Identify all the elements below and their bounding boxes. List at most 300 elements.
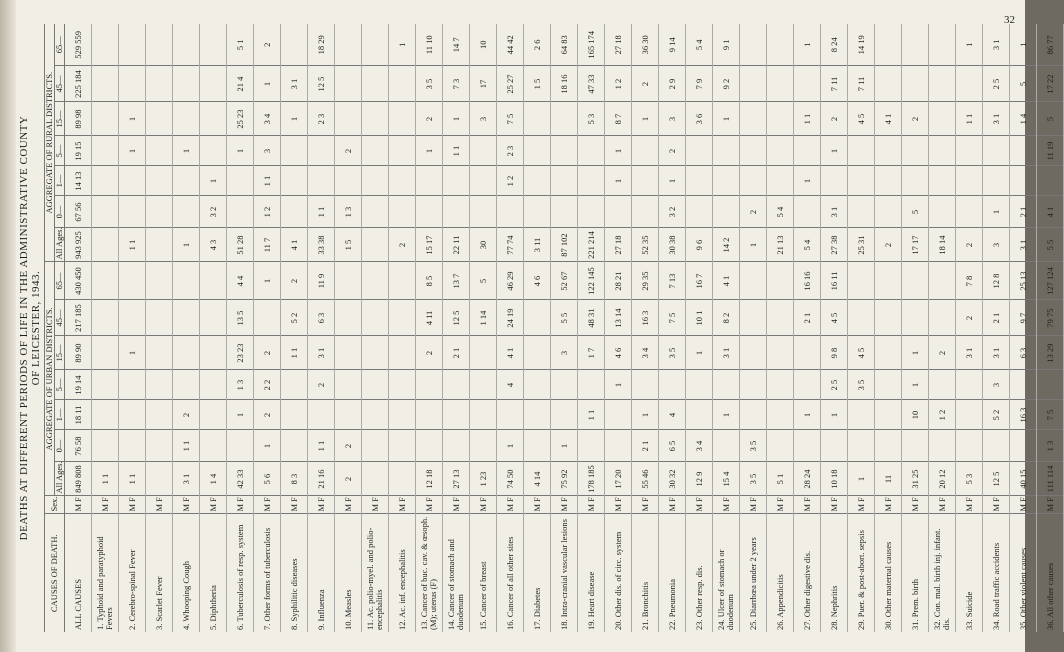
urban-value-cell <box>956 370 983 400</box>
urban-value-cell: 31 25 <box>902 462 929 496</box>
rural-value-cell <box>767 102 794 136</box>
rural-value-cell <box>551 196 578 228</box>
urban-value-cell <box>740 262 767 300</box>
table-row <box>794 24 821 632</box>
rural-age-header: 65— <box>55 24 65 66</box>
rural-value-cell: 18 14 <box>929 228 956 262</box>
table-row <box>92 24 119 632</box>
urban-value-cell <box>551 400 578 430</box>
rural-value-cell <box>929 166 956 196</box>
table-row <box>686 24 713 632</box>
urban-value-cell: 1 23 <box>470 462 497 496</box>
rural-value-cell: 21 4 <box>227 66 254 102</box>
urban-value-cell <box>362 400 389 430</box>
urban-value-cell: 3 5 <box>848 370 875 400</box>
rural-value-cell <box>551 166 578 196</box>
rural-value-cell <box>92 228 119 262</box>
rural-value-cell: 3 11 <box>524 228 551 262</box>
sex-cell: M F <box>578 496 605 514</box>
urban-value-cell: 76 58 <box>65 430 92 462</box>
urban-value-cell: 28 24 <box>794 462 821 496</box>
rural-value-cell <box>875 24 902 66</box>
rural-value-cell: 1 <box>281 102 308 136</box>
cause-cell: 33. Suicide <box>956 514 983 632</box>
rural-value-cell <box>335 24 362 66</box>
urban-value-cell: 430 450 <box>65 262 92 300</box>
urban-value-cell <box>983 430 1010 462</box>
rural-value-cell: 1 5 <box>524 66 551 102</box>
urban-value-cell: 4 6 <box>605 336 632 370</box>
urban-value-cell <box>92 336 119 370</box>
table-row <box>605 24 632 632</box>
rural-value-cell <box>146 136 173 166</box>
cause-cell: 10. Measles <box>335 514 362 632</box>
sex-header: Sex. <box>45 496 65 514</box>
rural-value-cell: 77 74 <box>497 228 524 262</box>
rural-value-cell: 165 174 <box>578 24 605 66</box>
rural-value-cell: 7 9 <box>686 66 713 102</box>
sex-cell: M F <box>983 496 1010 514</box>
cause-cell: 27. Other digestive dis. <box>794 514 821 632</box>
urban-value-cell: 3 4 <box>686 430 713 462</box>
rural-value-cell <box>740 136 767 166</box>
cause-cell: 34. Road traffic accidents <box>983 514 1010 632</box>
table-row <box>1010 24 1037 632</box>
sex-cell: M F <box>173 496 200 514</box>
rural-value-cell <box>848 136 875 166</box>
urban-value-cell <box>119 430 146 462</box>
urban-value-cell: 75 92 <box>551 462 578 496</box>
sex-cell: M F <box>1037 496 1064 514</box>
table-row <box>875 24 902 632</box>
urban-value-cell <box>875 370 902 400</box>
rural-value-cell: 1 <box>956 24 983 66</box>
urban-value-cell <box>92 300 119 336</box>
urban-value-cell: 25 13 <box>1010 262 1037 300</box>
urban-value-cell <box>389 400 416 430</box>
rural-value-cell: 1 <box>794 166 821 196</box>
cause-cell: 36. All other causes <box>1037 514 1064 632</box>
table-row <box>200 24 227 632</box>
urban-value-cell: 15 4 <box>713 462 740 496</box>
rural-value-cell: 3 5 <box>416 66 443 102</box>
rural-value-cell <box>92 24 119 66</box>
rural-value-cell <box>713 166 740 196</box>
mortality-table <box>44 24 1064 632</box>
urban-value-cell <box>470 400 497 430</box>
table-row <box>254 24 281 632</box>
urban-value-cell <box>929 262 956 300</box>
sex-cell: M F <box>200 496 227 514</box>
urban-value-cell: 20 12 <box>929 462 956 496</box>
rural-value-cell: 47 33 <box>578 66 605 102</box>
urban-value-cell: 55 46 <box>632 462 659 496</box>
urban-value-cell: 1 <box>254 430 281 462</box>
title-line-1: DEATHS AT DIFFERENT PERIODS OF LIFE IN THE ADMINISTRATIVE COUNTY <box>18 115 30 541</box>
rural-value-cell: 2 <box>902 102 929 136</box>
rural-value-cell: 3 <box>659 102 686 136</box>
rural-value-cell: 2 <box>335 136 362 166</box>
rural-value-cell: 4 1 <box>875 102 902 136</box>
urban-value-cell: 2 1 <box>632 430 659 462</box>
rural-value-cell <box>470 196 497 228</box>
rural-value-cell <box>119 196 146 228</box>
rural-value-cell: 5 4 <box>686 24 713 66</box>
cause-cell: 30. Other maternal causes <box>875 514 902 632</box>
urban-value-cell: 3 1 <box>173 462 200 496</box>
urban-value-cell <box>875 262 902 300</box>
rural-value-cell <box>632 196 659 228</box>
rural-value-cell: 1 <box>389 24 416 66</box>
sex-cell: M F <box>902 496 929 514</box>
rural-value-cell: 5 4 <box>767 196 794 228</box>
rural-value-cell: 25 31 <box>848 228 875 262</box>
rural-value-cell <box>308 166 335 196</box>
urban-value-cell: 6 5 <box>659 430 686 462</box>
urban-value-cell: 42 33 <box>227 462 254 496</box>
urban-value-cell: 79 75 <box>1037 300 1064 336</box>
urban-value-cell <box>200 336 227 370</box>
sex-cell: M F <box>551 496 578 514</box>
urban-value-cell: 4 5 <box>821 300 848 336</box>
rural-value-cell: 9 2 <box>713 66 740 102</box>
rural-value-cell: 1 <box>443 102 470 136</box>
rural-value-cell <box>632 136 659 166</box>
rural-value-cell <box>227 166 254 196</box>
urban-value-cell: 13 5 <box>227 300 254 336</box>
sex-cell: M F <box>470 496 497 514</box>
rural-value-cell <box>686 136 713 166</box>
urban-value-cell: 13 14 <box>605 300 632 336</box>
rural-value-cell: 1 <box>119 136 146 166</box>
rural-age-header: 15— <box>55 102 65 136</box>
urban-value-cell: 1 1 <box>578 400 605 430</box>
cause-cell: 17. Diabetes <box>524 514 551 632</box>
rural-value-cell <box>524 196 551 228</box>
cause-cell: 19. Heart disease <box>578 514 605 632</box>
rural-value-cell <box>740 24 767 66</box>
urban-value-cell <box>1037 370 1064 400</box>
urban-value-cell: 1 3 <box>1037 430 1064 462</box>
urban-value-cell <box>686 370 713 400</box>
table-row <box>362 24 389 632</box>
rural-value-cell: 1 <box>632 102 659 136</box>
rural-value-cell <box>173 66 200 102</box>
rural-value-cell: 3 4 <box>254 102 281 136</box>
cause-cell: 25. Diarrhœa under 2 years <box>740 514 767 632</box>
rural-value-cell <box>146 66 173 102</box>
causes-header: CAUSES OF DEATH. <box>45 514 65 632</box>
cause-cell: 24. Ulcer of stomach or duodenum <box>713 514 740 632</box>
rural-value-cell: 25 27 <box>497 66 524 102</box>
table-row <box>767 24 794 632</box>
urban-value-cell <box>1010 370 1037 400</box>
urban-value-cell: 40 15 <box>1010 462 1037 496</box>
rural-value-cell <box>92 136 119 166</box>
urban-value-cell: 1 <box>254 262 281 300</box>
rural-value-cell <box>281 136 308 166</box>
table-body <box>65 24 1064 632</box>
rural-value-cell <box>362 228 389 262</box>
rural-value-cell <box>524 136 551 166</box>
urban-value-cell <box>524 370 551 400</box>
rural-value-cell <box>956 66 983 102</box>
urban-value-cell: 7 5 <box>1037 400 1064 430</box>
rural-value-cell <box>902 166 929 196</box>
rural-value-cell <box>875 196 902 228</box>
rural-value-cell <box>362 196 389 228</box>
urban-value-cell: 3 <box>983 370 1010 400</box>
table-row <box>281 24 308 632</box>
urban-value-cell: 28 21 <box>605 262 632 300</box>
table-row <box>632 24 659 632</box>
urban-value-cell <box>173 300 200 336</box>
table-row <box>578 24 605 632</box>
rural-value-cell <box>308 136 335 166</box>
urban-value-cell <box>146 262 173 300</box>
urban-value-cell <box>767 262 794 300</box>
urban-value-cell <box>875 400 902 430</box>
urban-value-cell <box>362 262 389 300</box>
urban-value-cell <box>740 400 767 430</box>
table-row <box>146 24 173 632</box>
rural-value-cell <box>686 196 713 228</box>
rural-value-cell: 1 1 <box>308 196 335 228</box>
rural-value-cell <box>1037 166 1064 196</box>
rural-value-cell: 44 42 <box>497 24 524 66</box>
urban-group-header: AGGREGATE OF URBAN DISTRICTS. <box>45 262 55 496</box>
rural-value-cell: 225 184 <box>65 66 92 102</box>
rural-value-cell: 5 <box>1037 102 1064 136</box>
urban-value-cell: 46 29 <box>497 262 524 300</box>
rural-value-cell <box>146 24 173 66</box>
urban-value-cell <box>794 370 821 400</box>
rural-value-cell: 18 29 <box>308 24 335 66</box>
urban-value-cell <box>848 400 875 430</box>
urban-value-cell <box>362 430 389 462</box>
sex-cell: M F <box>767 496 794 514</box>
rural-value-cell: 1 1 <box>443 136 470 166</box>
rural-value-cell <box>92 102 119 136</box>
rural-value-cell <box>686 166 713 196</box>
urban-value-cell: 1 4 <box>200 462 227 496</box>
urban-value-cell: 1 <box>632 400 659 430</box>
urban-value-cell: 2 1 <box>794 300 821 336</box>
urban-value-cell <box>524 336 551 370</box>
rural-value-cell: 87 102 <box>551 228 578 262</box>
urban-value-cell <box>443 400 470 430</box>
urban-value-cell <box>848 300 875 336</box>
urban-value-cell: 12 8 <box>983 262 1010 300</box>
urban-value-cell <box>470 370 497 400</box>
urban-value-cell: 4 <box>659 400 686 430</box>
rural-value-cell <box>605 196 632 228</box>
sex-cell: M F <box>794 496 821 514</box>
rural-value-cell: 2 9 <box>659 66 686 102</box>
rural-value-cell: 5 5 <box>1037 228 1064 262</box>
rural-value-cell: 529 559 <box>65 24 92 66</box>
urban-value-cell: 3 1 <box>983 336 1010 370</box>
urban-value-cell: 5 2 <box>281 300 308 336</box>
urban-value-cell: 9 8 <box>821 336 848 370</box>
urban-value-cell <box>902 300 929 336</box>
rural-value-cell: 36 30 <box>632 24 659 66</box>
urban-value-cell <box>443 430 470 462</box>
urban-value-cell: 2 <box>416 336 443 370</box>
rural-value-cell: 3 <box>254 136 281 166</box>
urban-value-cell <box>200 400 227 430</box>
rural-value-cell <box>281 24 308 66</box>
rural-value-cell: 5 1 <box>227 24 254 66</box>
rural-value-cell: 1 <box>227 136 254 166</box>
rural-value-cell <box>740 166 767 196</box>
sex-cell: M F <box>956 496 983 514</box>
urban-value-cell: 1 <box>848 462 875 496</box>
urban-value-cell <box>92 430 119 462</box>
urban-value-cell <box>848 430 875 462</box>
urban-value-cell: 10 18 <box>821 462 848 496</box>
rural-value-cell: 9 6 <box>686 228 713 262</box>
urban-value-cell: 11 9 <box>308 262 335 300</box>
sex-cell: M F <box>497 496 524 514</box>
cause-cell: 13. Cancer of buc. cav. & œsoph. (M); uterus (F) <box>416 514 443 632</box>
urban-value-cell <box>632 370 659 400</box>
sex-cell: M F <box>848 496 875 514</box>
table-row <box>983 24 1010 632</box>
rural-value-cell: 52 35 <box>632 228 659 262</box>
urban-value-cell <box>92 370 119 400</box>
rural-value-cell <box>146 166 173 196</box>
urban-value-cell: 29 35 <box>632 262 659 300</box>
urban-value-cell <box>362 300 389 336</box>
rural-value-cell <box>362 66 389 102</box>
urban-value-cell: 8 3 <box>281 462 308 496</box>
rural-value-cell: 9 1 <box>713 24 740 66</box>
cause-cell: 2. Cerebro-spinal Fever <box>119 514 146 632</box>
urban-value-cell <box>686 400 713 430</box>
urban-value-cell <box>524 300 551 336</box>
sex-cell: M F <box>254 496 281 514</box>
rural-value-cell: 5 <box>1010 66 1037 102</box>
rural-value-cell: 18 16 <box>551 66 578 102</box>
rural-value-cell <box>335 102 362 136</box>
urban-value-cell: 3 4 <box>632 336 659 370</box>
urban-value-cell: 5 6 <box>254 462 281 496</box>
urban-value-cell: 1 2 <box>929 400 956 430</box>
rural-value-cell: 33 38 <box>308 228 335 262</box>
sex-cell: M F <box>686 496 713 514</box>
rural-value-cell <box>929 136 956 166</box>
rural-value-cell: 1 1 <box>254 166 281 196</box>
rural-value-cell: 1 <box>659 166 686 196</box>
urban-value-cell: 2 5 <box>821 370 848 400</box>
sex-cell: M F <box>875 496 902 514</box>
urban-value-cell: 1 7 <box>578 336 605 370</box>
rural-value-cell <box>551 102 578 136</box>
urban-value-cell: 2 <box>335 462 362 496</box>
rural-value-cell <box>767 166 794 196</box>
urban-value-cell <box>335 262 362 300</box>
urban-value-cell: 48 31 <box>578 300 605 336</box>
cause-cell: 15. Cancer of breast <box>470 514 497 632</box>
urban-value-cell <box>200 430 227 462</box>
urban-value-cell <box>200 262 227 300</box>
table-row <box>740 24 767 632</box>
urban-value-cell: 2 <box>929 336 956 370</box>
rural-value-cell <box>902 24 929 66</box>
rural-age-header: 45— <box>55 66 65 102</box>
rural-value-cell: 1 <box>200 166 227 196</box>
cause-cell: 12. Ac. inf. encephalitis <box>389 514 416 632</box>
urban-value-cell: 7 5 <box>659 300 686 336</box>
rural-value-cell <box>1010 136 1037 166</box>
urban-value-cell: 111 114 <box>1037 462 1064 496</box>
urban-value-cell <box>281 400 308 430</box>
rural-value-cell <box>740 102 767 136</box>
rural-value-cell <box>119 166 146 196</box>
sex-cell: M F <box>821 496 848 514</box>
urban-value-cell: 74 50 <box>497 462 524 496</box>
urban-value-cell <box>362 462 389 496</box>
urban-age-header: 65— <box>55 262 65 300</box>
urban-value-cell: 2 2 <box>254 370 281 400</box>
rural-value-cell: 2 <box>389 228 416 262</box>
rural-value-cell: 8 7 <box>605 102 632 136</box>
rural-value-cell: 1 <box>821 136 848 166</box>
rural-value-cell: 3 1 <box>1010 228 1037 262</box>
rural-group-header: AGGREGATE OF RURAL DISTRICTS. <box>45 24 55 262</box>
urban-value-cell: 13 29 <box>1037 336 1064 370</box>
rural-value-cell <box>767 66 794 102</box>
rural-value-cell <box>848 166 875 196</box>
rural-value-cell: 3 1 <box>281 66 308 102</box>
urban-value-cell: 10 1 <box>686 300 713 336</box>
rural-value-cell <box>416 166 443 196</box>
urban-value-cell: 1 14 <box>470 300 497 336</box>
urban-value-cell <box>389 462 416 496</box>
table-row <box>443 24 470 632</box>
rural-value-cell: 17 22 <box>1037 66 1064 102</box>
urban-value-cell: 30 32 <box>659 462 686 496</box>
rural-value-cell <box>902 136 929 166</box>
urban-value-cell <box>200 370 227 400</box>
urban-value-cell: 5 2 <box>983 400 1010 430</box>
rural-value-cell: 3 2 <box>659 196 686 228</box>
urban-value-cell <box>119 400 146 430</box>
table-row <box>848 24 875 632</box>
rural-value-cell <box>389 66 416 102</box>
cause-cell: 7. Other forms of tuberculosis <box>254 514 281 632</box>
urban-value-cell <box>821 430 848 462</box>
book-gutter <box>0 0 16 652</box>
rural-value-cell <box>389 166 416 196</box>
urban-value-cell <box>281 430 308 462</box>
urban-value-cell: 8 5 <box>416 262 443 300</box>
rural-value-cell <box>173 166 200 196</box>
urban-value-cell: 1 <box>821 400 848 430</box>
cause-cell: 35. Other violent causes <box>1010 514 1037 632</box>
urban-value-cell: 1 <box>902 370 929 400</box>
rural-value-cell <box>389 102 416 136</box>
urban-value-cell: 5 1 <box>767 462 794 496</box>
rural-value-cell: 2 <box>416 102 443 136</box>
rural-value-cell: 1 1 <box>794 102 821 136</box>
sex-cell: M F <box>1010 496 1037 514</box>
rural-value-cell <box>821 166 848 196</box>
table-row <box>956 24 983 632</box>
rural-value-cell: 221 214 <box>578 228 605 262</box>
rural-value-cell <box>524 102 551 136</box>
